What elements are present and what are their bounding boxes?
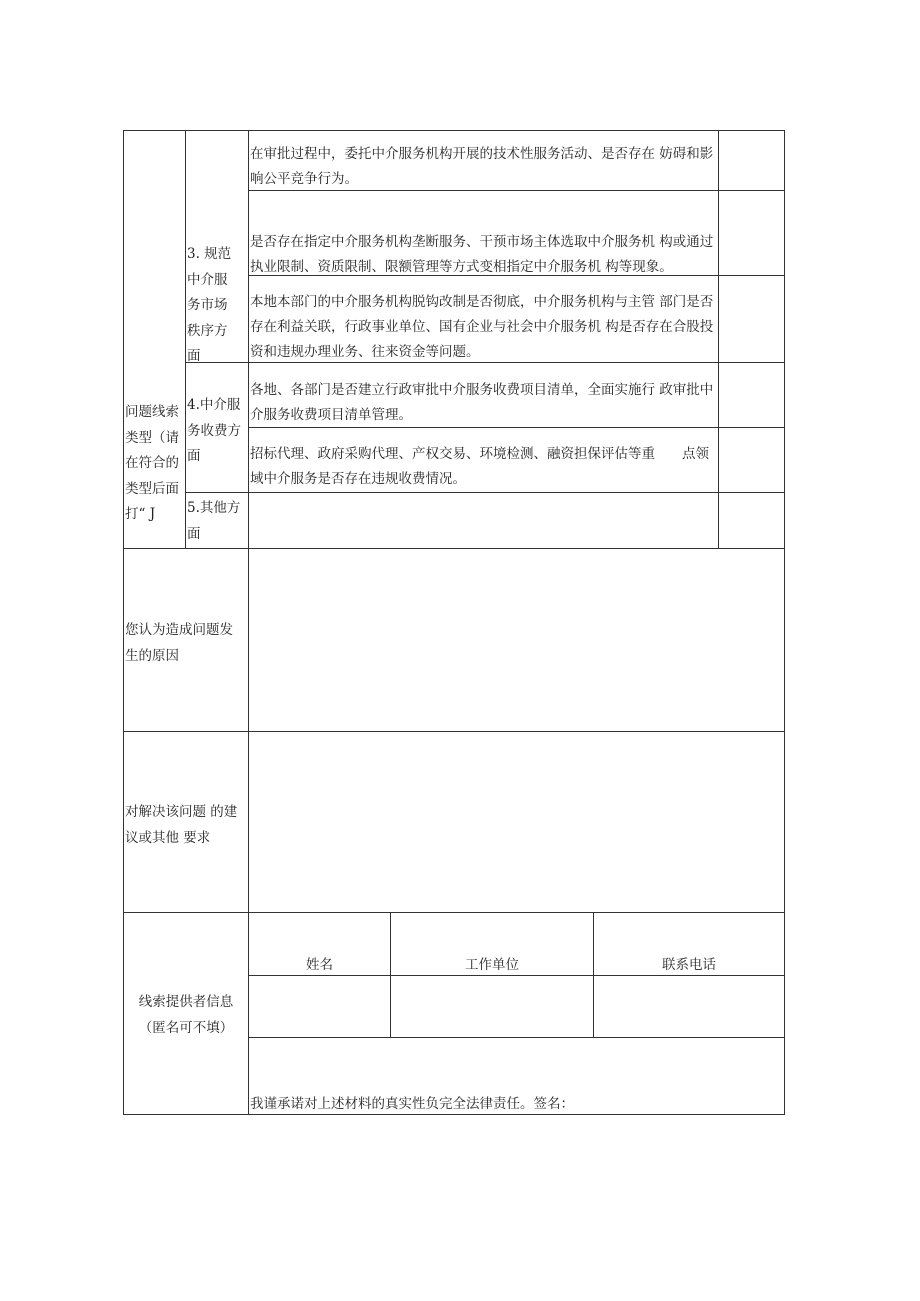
section3-item-3-check-cell[interactable] (719, 276, 784, 362)
column-divider (185, 130, 186, 548)
section3-item-3: 本地本部门的中介服务机构脱钩改制是否彻底，中介服务机构与主管 部门是否存在利益关联，行政事业单位、国有企业与社会中介服务机 构是否存在合股投资和违规办理业务、往来资金等问题。 (250, 294, 714, 360)
section3-item-1: 在审批过程中，委托中介服务机构开展的技术性服务活动、是否存在 妨碍和影响公平竞争行为。 (250, 146, 714, 187)
section4-label: 4.中介服务收费方面 (187, 397, 241, 464)
section4-item-2-check-cell[interactable] (719, 428, 784, 492)
section4-item-2: 招标代理、政府采购代理、产权交易、环境检测、融资担保评估等重 点领域中介服务是否存在违规收费情况。 (250, 446, 709, 487)
section5-content-cell[interactable] (249, 493, 718, 548)
suggestion-input-cell[interactable] (249, 732, 784, 912)
section3-label: 3. 规范中介服务市场秩序方面 (187, 246, 232, 364)
column-header-phone: 联系电话 (662, 957, 716, 973)
row-divider (248, 1037, 785, 1038)
section3-item-1-check-cell[interactable] (719, 131, 784, 190)
provider-label: 线索提供者信息（匿名可不填） (138, 994, 234, 1036)
phone-input-cell[interactable] (594, 976, 784, 1037)
section4-item-1: 各地、各部门是否建立行政审批中介服务收费项目清单，全面实施行 政审批中介服务收费项目清单管理。 (250, 382, 714, 423)
table-border-top (123, 130, 785, 131)
row-divider (123, 912, 785, 913)
name-input-cell[interactable] (249, 976, 390, 1037)
section5-check-cell[interactable] (719, 493, 784, 548)
table-border-right (784, 130, 785, 1115)
section4-item-1-check-cell[interactable] (719, 363, 784, 427)
clue-type-label: 问题线索类型（请在符合的类型后面打“ J (125, 404, 179, 522)
section3-item-2-check-cell[interactable] (719, 191, 784, 275)
report-form-table (123, 130, 785, 1115)
pledge-text: 我谨承诺对上述材料的真实性负完全法律责任。签名： (250, 1096, 574, 1112)
cause-input-cell[interactable] (249, 549, 784, 731)
table-border-left (123, 130, 124, 1115)
column-header-work-unit: 工作单位 (465, 957, 519, 973)
suggestion-label: 对解决该问题 的建议或其他 要求 (125, 804, 238, 846)
work-unit-input-cell[interactable] (391, 976, 593, 1037)
cause-label: 您认为造成问题发生的原因 (125, 622, 233, 664)
section3-item-2: 是否存在指定中介服务机构垄断服务、干预市场主体选取中介服务机 构或通过执业限制、资质限制、限额管理等方式变相指定中介服务机 构等现象。 (250, 234, 714, 275)
column-header-name: 姓名 (306, 957, 333, 973)
section5-label: 5.其他方面 (187, 500, 241, 542)
